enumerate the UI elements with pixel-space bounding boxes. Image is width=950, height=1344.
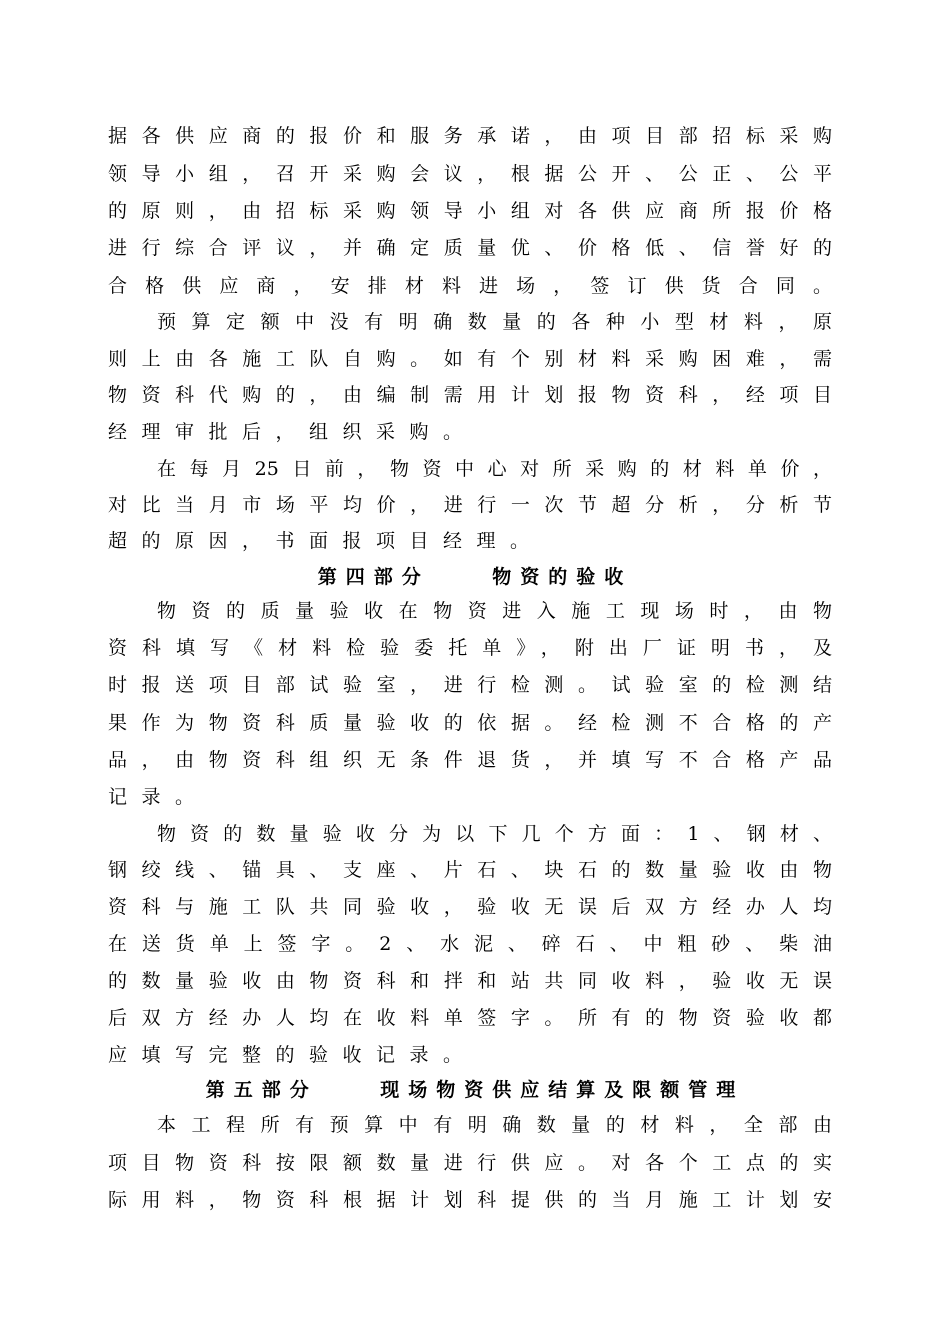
paragraph-line: 经理审批后，组织采购。 [108, 421, 477, 443]
paragraph-line: 据各供应商的报价和服务承诺，由项目部招标采购 [108, 125, 832, 147]
paragraph-line: 领导小组，召开采购会议，根据公开、公正、公平 [108, 163, 832, 185]
section-heading: 第四部分 物资的验收 [317, 566, 633, 588]
paragraph-line: 资科填写《材料检验委托单》，附出厂证明书，及 [108, 637, 832, 659]
paragraph-line: 预算定额中没有明确数量的各种小型材料，原 [157, 311, 832, 333]
paragraph-line: 物资的质量验收在物资进入施工现场时，由物 [157, 600, 832, 622]
paragraph-line: 资科与施工队共同验收，验收无误后双方经办人均 [108, 896, 832, 918]
section-heading: 第五部分 现场物资供应结算及限额管理 [205, 1079, 745, 1101]
paragraph-line: 超的原因，书面报项目经理。 [108, 530, 544, 552]
paragraph-line: 本工程所有预算中有明确数量的材料，全部由 [157, 1114, 832, 1136]
paragraph-line: 时报送项目部试验室，进行检测。试验室的检测结 [108, 674, 832, 696]
paragraph-line: 应填写完整的验收记录。 [108, 1044, 477, 1066]
paragraph-line: 在每月25日前，物资中心对所采购的材料单价， [157, 458, 832, 480]
paragraph-line: 物资科代购的，由编制需用计划报物资科，经项目 [108, 384, 832, 406]
paragraph-line: 对比当月市场平均价，进行一次节超分析，分析节 [108, 494, 832, 516]
paragraph-line: 物资的数量验收分为以下几个方面：1、钢材、 [157, 823, 832, 845]
paragraph-line: 际用料，物资科根据计划科提供的当月施工计划安 [108, 1189, 832, 1211]
paragraph-line: 的数量验收由物资科和拌和站共同收料，验收无误 [108, 970, 832, 992]
paragraph-line: 品，由物资科组织无条件退货，并填写不合格产品 [108, 749, 832, 771]
paragraph-line: 进行综合评议，并确定质量优、价格低、信誉好的 [108, 237, 832, 259]
paragraph-line: 钢绞线、锚具、支座、片石、块石的数量验收由物 [108, 859, 832, 881]
paragraph-line: 果作为物资科质量验收的依据。经检测不合格的产 [108, 712, 832, 734]
paragraph-line: 则上由各施工队自购。如有个别材料采购困难，需 [108, 348, 832, 370]
paragraph-line: 合格供应商，安排材料进场，签订供货合同。 [108, 275, 832, 297]
paragraph-line: 记录。 [108, 786, 209, 808]
paragraph-line: 后双方经办人均在收料单签字。所有的物资验收都 [108, 1007, 832, 1029]
paragraph-line: 在送货单上签字。2、水泥、碎石、中粗砂、柴油 [108, 933, 832, 955]
paragraph-line: 的原则，由招标采购领导小组对各供应商所报价格 [108, 200, 832, 222]
paragraph-line: 项目物资科按限额数量进行供应。对各个工点的实 [108, 1152, 832, 1174]
